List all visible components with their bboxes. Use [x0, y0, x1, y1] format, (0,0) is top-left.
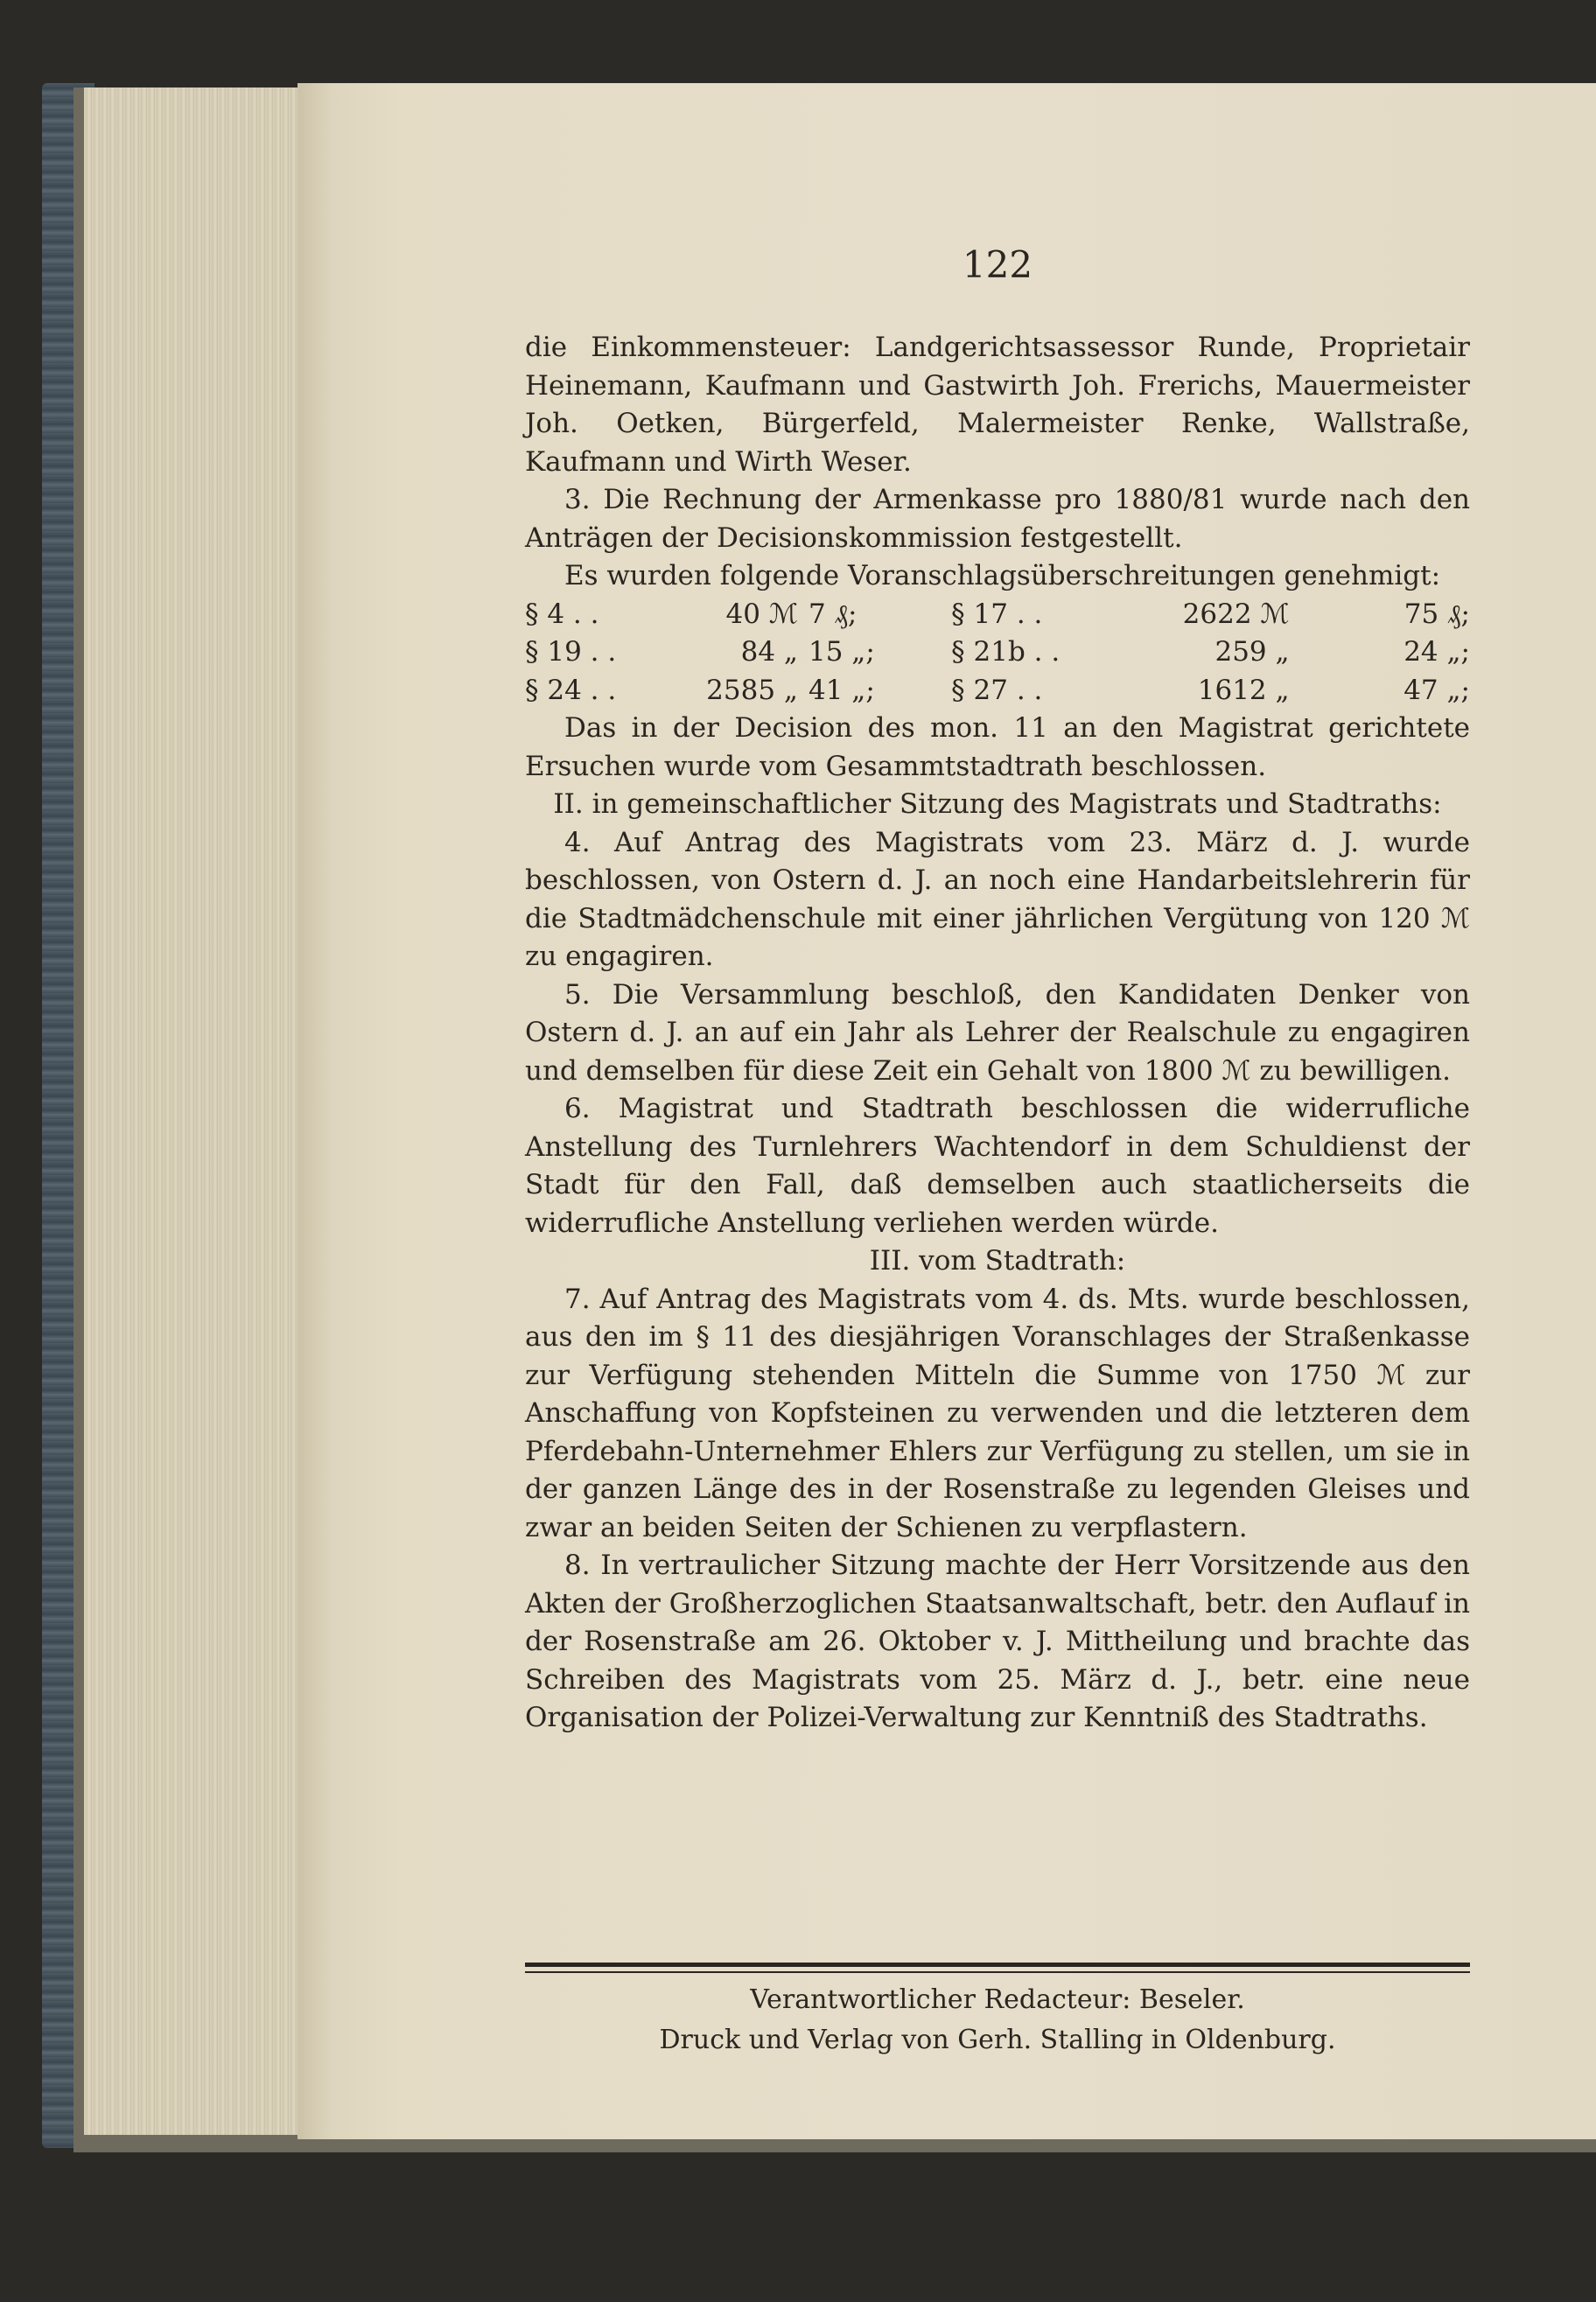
paragraph-item-8: 8. In vertraulicher Sitzung machte der Herr Vorsitzende aus den Akten der Großherzoglichen Staatsanwaltschaft, betr. den Auflauf in der Rosenstraße am 26. Oktober v. J. Mittheilung und brachte das Schreiben des Magistrats vom 25. März d. J., betr. eine neue Organisation der Polizei-Verwaltung zur Kenntniß des Stadtraths. [525, 1550, 1470, 1733]
section-heading-city-council: III. vom Stadtrath: [869, 1245, 1126, 1277]
table-row [525, 633, 1470, 672]
section-cell: § 4 . . [525, 598, 599, 630]
page-edges [84, 87, 312, 2135]
paragraph-item-7: 7. Auf Antrag des Magistrats vom 4. ds. Mts. wurde beschlossen, aus den im § 11 des diesjährigen Voranschlages der Straßenkasse zur Verfügung stehenden Mitteln die Summe von 1750 ℳ zur Anschaffung von Kopfsteinen zu verwenden und die letzteren dem Pferdebahn-Unternehmer Ehlers zur Verfügung zu stellen, um sie in der ganzen Länge des in der Rosenstraße zu legenden Gleises und zwar an beiden Seiten der Schienen zu verpflastern. [525, 1283, 1470, 1543]
pfennig-cell: 47 „; [1404, 674, 1470, 706]
pfennig-cell: 7 ₰; [808, 598, 858, 630]
section-cell: § 24 . . [525, 674, 617, 706]
section-heading-joint-session: II. in gemeinschaftlicher Sitzung des Magistrats und Stadtraths: [553, 788, 1442, 820]
paragraph-decision: Das in der Decision des mon. 11 an den Magistrat gerichtete Ersuchen wurde vom Gesammtstadtrath beschlossen. [525, 712, 1470, 782]
footer-rule-thin [525, 1971, 1470, 1973]
budget-overrun-table [525, 596, 1470, 710]
paragraph-item-4: 4. Auf Antrag des Magistrats vom 23. März d. J. wurde beschlossen, von Ostern d. J. an noch eine Handarbeitslehrerin für die Stadtmädchenschule mit einer jährlichen Vergütung von 120 ℳ zu engagiren. [525, 826, 1470, 972]
mark-cell: 1612 „ [1197, 674, 1290, 706]
page-body [525, 329, 1470, 1738]
mark-cell: 40 ℳ [725, 598, 798, 630]
paragraph-budget-intro: Es wurden folgende Voranschlagsüberschreitungen genehmigt: [564, 560, 1441, 591]
paragraph-item-3: 3. Die Rechnung der Armenkasse pro 1880/81 wurde nach den Anträgen der Decisionskommission festgestellt. [525, 484, 1470, 554]
pfennig-cell: 41 „; [808, 674, 875, 706]
pfennig-cell: 24 „; [1404, 636, 1470, 668]
mark-cell: 2622 ℳ [1182, 598, 1290, 630]
paragraph-tax-commission: die Einkommensteuer: Landgerichtsassessor Runde, Proprietair Heinemann, Kaufmann und Gastwirth Joh. Frerichs, Mauermeister Joh. Oetken, Bürgerfeld, Malermeister Renke, Wallstraße, Kaufmann und Wirth Weser. [525, 332, 1470, 478]
section-cell: § 21b . . [951, 636, 1060, 668]
footer-printer: Druck und Verlag von Gerh. Stalling in Oldenburg. [659, 2025, 1336, 2055]
page-number: 122 [962, 243, 1033, 286]
mark-cell: 2585 „ [706, 674, 798, 706]
footer-rule-thick [525, 1963, 1470, 1967]
paragraph-item-6: 6. Magistrat und Stadtrath beschlossen die widerrufliche Anstellung des Turnlehrers Wachtendorf in dem Schuldienst der Stadt für den Fall, daß demselben auch staatlicherseits die widerrufliche Anstellung verliehen werden würde. [525, 1093, 1470, 1239]
paragraph-item-5: 5. Die Versammlung beschloß, den Kandidaten Denker von Ostern d. J. an auf ein Jahr als Lehrer der Realschule zu engagiren und demselben für diese Zeit ein Gehalt von 1800 ℳ zu bewilligen. [525, 978, 1470, 1087]
pfennig-cell: 15 „; [808, 636, 875, 668]
pfennig-cell: 75 ₰; [1404, 598, 1470, 630]
table-row [525, 672, 1470, 710]
table-row [525, 596, 1470, 634]
mark-cell: 84 „ [740, 636, 798, 668]
section-cell: § 27 . . [951, 674, 1043, 706]
section-cell: § 19 . . [525, 636, 617, 668]
section-cell: § 17 . . [951, 598, 1043, 630]
mark-cell: 259 „ [1214, 636, 1290, 668]
footer-editor: Verantwortlicher Redacteur: Beseler. [750, 1984, 1245, 2015]
